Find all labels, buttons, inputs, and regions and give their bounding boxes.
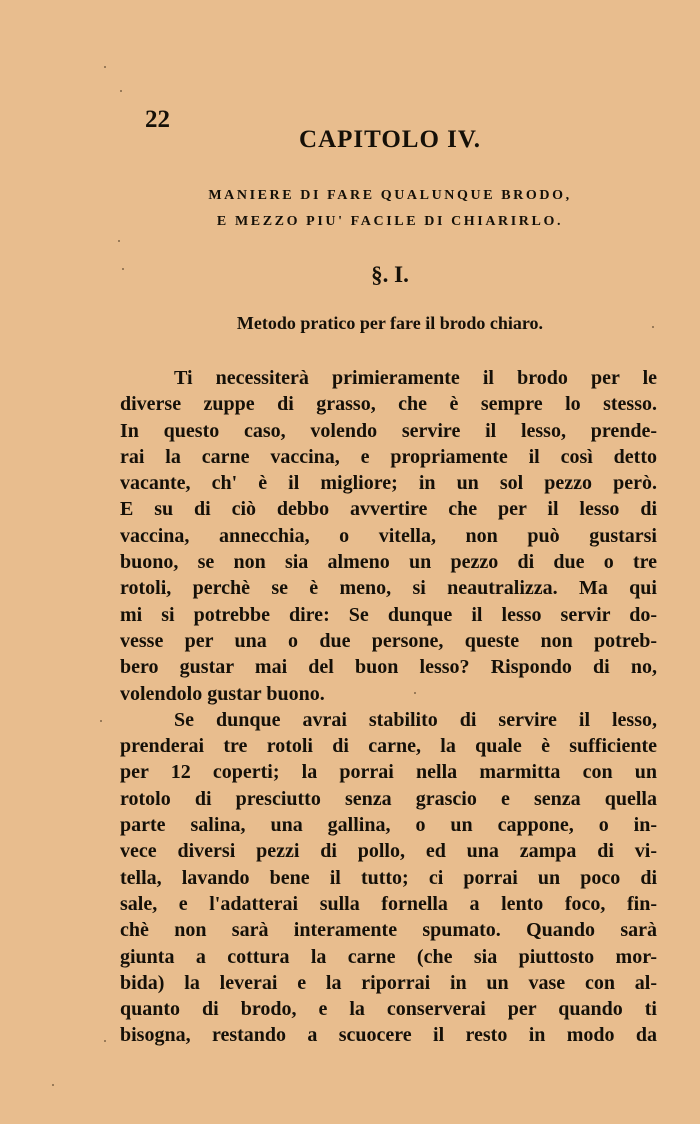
text-line: prenderai tre rotoli di carne, la quale è sufficiente (120, 735, 657, 758)
text-line: In questo caso, volendo servire il lesso, prende- (120, 419, 657, 442)
text-line: quanto di brodo, e la conserverai per quando ti (120, 998, 657, 1021)
paper-speck (120, 90, 122, 92)
paper-speck (52, 1084, 54, 1086)
text-line: tella, lavando bene il tutto; ci porrai un poco di (120, 866, 657, 889)
text-line: Se dunque avrai stabilito di servire il lesso, (174, 708, 657, 731)
text-line: Ti necessiterà primieramente il brodo per le (174, 367, 657, 389)
paper-speck (118, 240, 120, 242)
paper-speck (100, 720, 102, 722)
text-line: bero gustar mai del buon lesso? Rispondo di no, (120, 656, 657, 679)
body-text (120, 365, 657, 1049)
text-line: vece diversi pezzi di pollo, ed una zampa di vi- (120, 840, 657, 863)
section-number: §. I. (371, 262, 409, 287)
chapter-title: CAPITOLO IV. (299, 126, 481, 153)
text-line: bisogna, restando a scuocere il resto in modo da (120, 1024, 657, 1047)
text-line: sale, e l'adatterai sulla fornella a lento foco, fin- (120, 892, 657, 915)
paper-speck (122, 268, 124, 270)
text-line: vacante, ch' è il migliore; in un sol pezzo però. (120, 472, 657, 495)
text-line: vaccina, annecchia, o vitella, non può gustarsi (120, 524, 657, 547)
text-line: bida) la leverai e la riporrai in un vase con al- (120, 971, 657, 994)
chapter-subtitle-line: MANIERE DI FARE QUALUNQUE BRODO, (208, 188, 572, 203)
text-line: giunta a cottura la carne (che sia piuttosto mor- (120, 945, 657, 968)
text-line: rotolo di presciutto senza grascio e senza quella (120, 787, 657, 810)
text-line: vesse per una o due persone, queste non potreb- (120, 629, 657, 652)
text-line: buono, se non sia almeno un pezzo di due o tre (120, 551, 657, 574)
paper-speck (414, 692, 416, 694)
text-line: per 12 coperti; la porrai nella marmitta con un (120, 761, 657, 784)
paper-speck (104, 1040, 106, 1042)
chapter-subtitle-line: E MEZZO PIU' FACILE DI CHIARIRLO. (216, 214, 564, 229)
text-line: volendolo gustar buono. (120, 682, 325, 705)
text-line: chè non sarà interamente spumato. Quando sarà (120, 919, 657, 942)
paper-speck (104, 66, 106, 68)
paper-speck (652, 326, 654, 328)
text-line: rotoli, perchè se è meno, si neautralizza. Ma qui (120, 577, 657, 600)
text-line: parte salina, una gallina, o un cappone, o in- (120, 814, 657, 837)
text-line: diverse zuppe di grasso, che è sempre lo stesso. (120, 393, 657, 416)
page-number: 22 (145, 106, 170, 133)
text-line: mi si potrebbe dire: Se dunque il lesso servir do- (120, 603, 657, 626)
section-heading: Metodo pratico per fare il brodo chiaro. (236, 313, 544, 333)
text-line: E su di ciò debbo avvertire che per il lesso di (120, 498, 657, 521)
text-line: rai la carne vaccina, e propriamente il così detto (120, 445, 657, 468)
